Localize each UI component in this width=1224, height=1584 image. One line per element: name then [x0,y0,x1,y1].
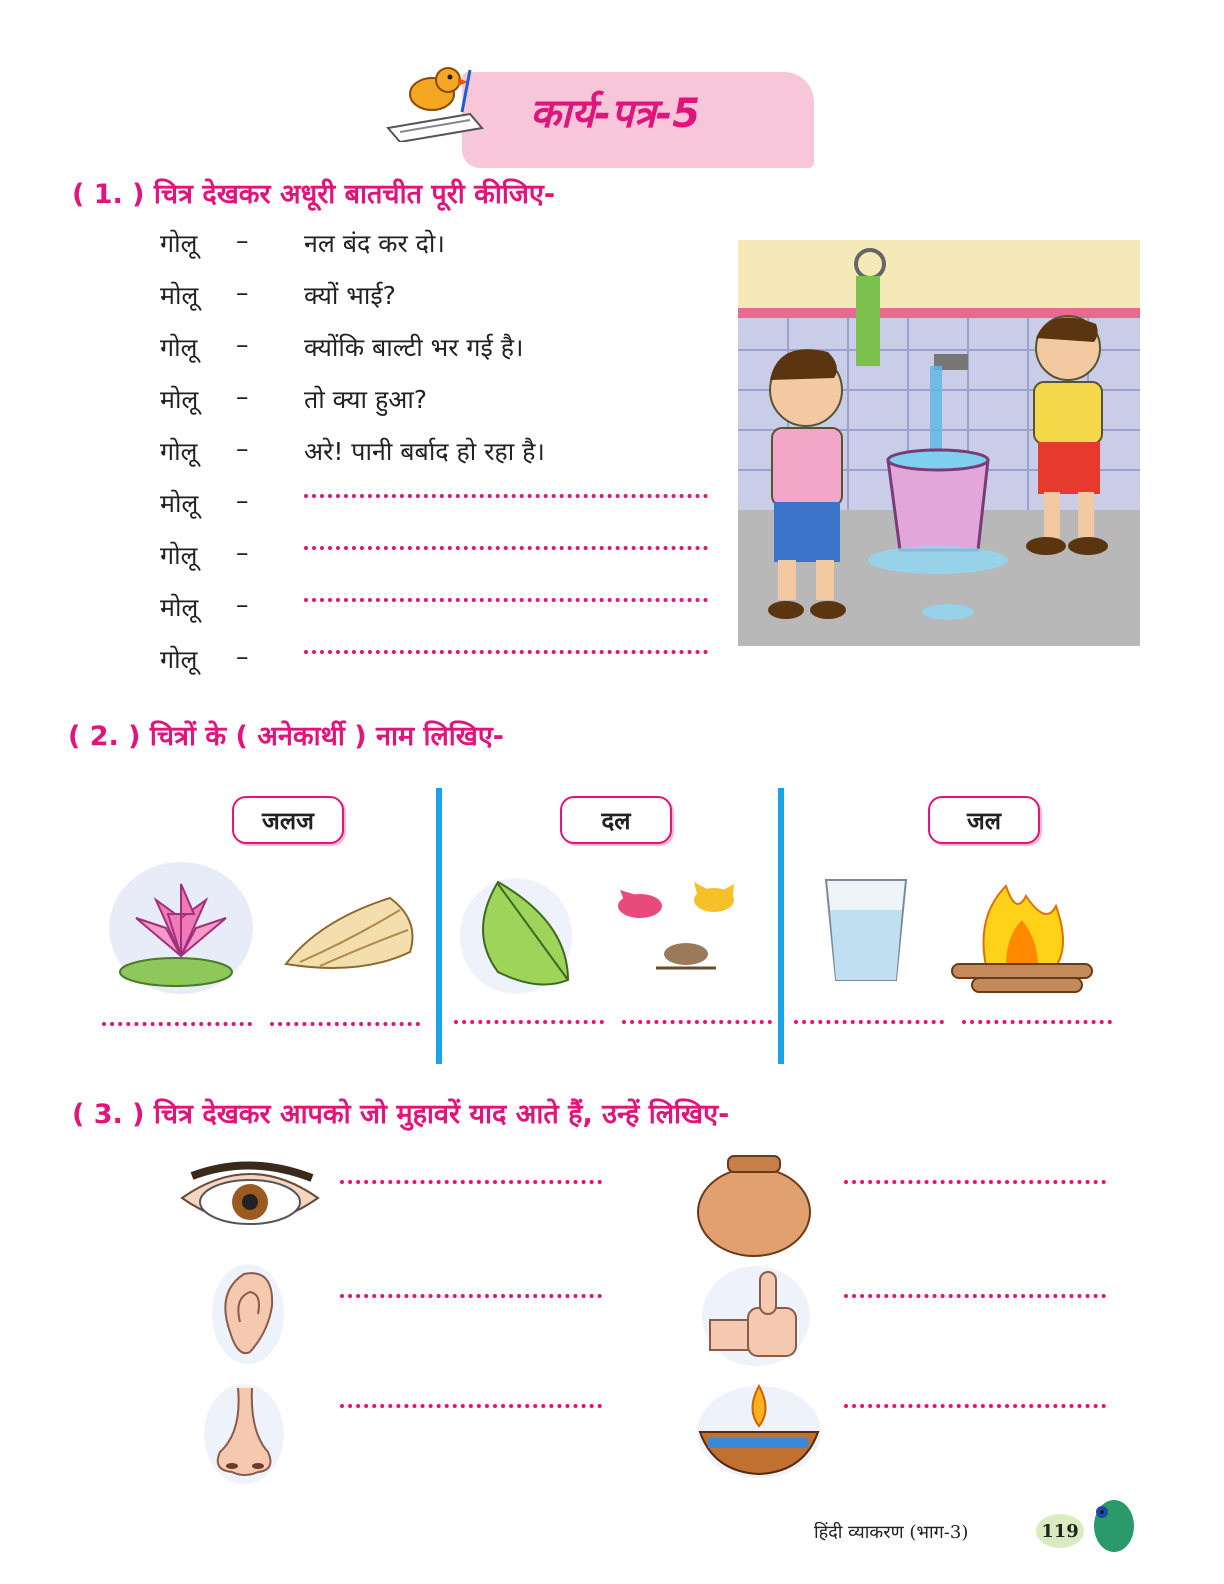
answer-blank[interactable] [844,1180,1106,1184]
dialogue-speaker: मोलू [160,489,199,518]
page-number: 119 [1036,1514,1084,1548]
dialogue-dash: – [236,590,249,619]
dialogue-line: अरे! पानी बर्बाद हो रहा है। [304,437,545,466]
answer-blank[interactable] [454,1020,604,1024]
leaf-icon [458,872,578,997]
page-title: कार्य-पत्र-5 [530,91,701,137]
water-glass-icon [818,870,914,990]
dialogue-speaker: गोलू [160,229,198,258]
bonfire-icon [946,856,1096,1002]
answer-blank[interactable] [794,1020,944,1024]
answer-blank[interactable] [304,494,708,498]
dialogue-dash: – [236,226,249,255]
boys-tap-illustration [738,240,1140,646]
dialogue-line: क्योंकि बाल्टी भर गई है। [304,333,524,362]
nose-icon [202,1382,286,1486]
dialogue-dash: – [236,434,249,463]
answer-blank[interactable] [622,1020,772,1024]
flock-of-birds-icon [606,876,756,986]
bird-writing-icon [370,62,500,142]
word-label-jal: जल [928,796,1040,844]
conch-shell-icon [280,890,430,980]
ear-icon [210,1262,286,1366]
book-title: हिंदी व्याकरण (भाग-3) [814,1522,969,1543]
dialogue-line: नल बंद कर दो। [304,229,445,258]
dialogue-dash: – [236,330,249,359]
dialogue-dash: – [236,486,249,515]
dialogue-speaker: गोलू [160,333,198,362]
answer-blank[interactable] [304,598,708,602]
answer-blank[interactable] [304,650,708,654]
thumbs-up-icon [700,1264,812,1368]
clay-pot-icon [692,1150,816,1258]
answer-blank[interactable] [304,546,708,550]
dialogue-speaker: गोलू [160,437,198,466]
answer-blank[interactable] [340,1180,602,1184]
group-divider [436,788,442,1064]
dialogue-speaker: गोलू [160,645,198,674]
q1-heading: ( 1. ) चित्र देखकर अधूरी बातचीत पूरी कीजिए- [72,179,556,210]
answer-blank[interactable] [844,1294,1106,1298]
dialogue-dash: – [236,642,249,671]
answer-blank[interactable] [102,1022,252,1026]
answer-blank[interactable] [340,1294,602,1298]
dialogue-speaker: मोलू [160,281,199,310]
word-label-jalaj: जलज [232,796,344,844]
dialogue-dash: – [236,538,249,567]
dialogue-speaker: गोलू [160,541,198,570]
dialogue-line: तो क्या हुआ? [304,385,428,414]
eye-icon [178,1156,322,1240]
dialogue-speaker: मोलू [160,385,199,414]
peacock-icon [1086,1496,1136,1556]
answer-blank[interactable] [844,1404,1106,1408]
oil-lamp-icon [694,1380,824,1480]
answer-blank[interactable] [270,1022,420,1026]
dialogue-dash: – [236,382,249,411]
dialogue-line: क्यों भाई? [304,281,396,310]
group-divider [778,788,784,1064]
dialogue-dash: – [236,278,249,307]
answer-blank[interactable] [340,1404,602,1408]
dialogue-speaker: मोलू [160,593,199,622]
answer-blank[interactable] [962,1020,1112,1024]
word-label-dal: दल [560,796,672,844]
q3-heading: ( 3. ) चित्र देखकर आपको जो मुहावरें याद आते हैं, उन्हें लिखिए- [72,1099,730,1130]
lotus-icon [106,858,256,998]
q2-heading: ( 2. ) चित्रों के ( अनेकार्थी ) नाम लिखिए- [68,721,504,752]
